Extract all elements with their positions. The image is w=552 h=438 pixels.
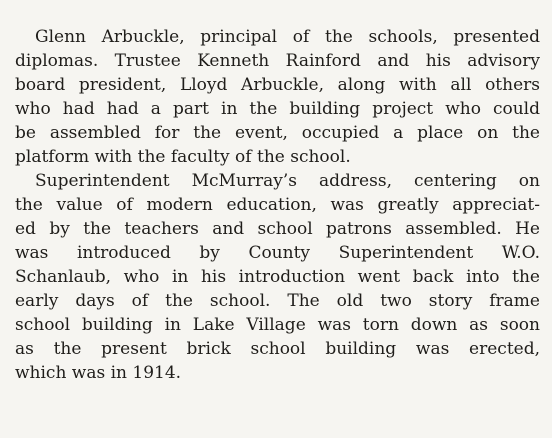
paragraph-1-line-2: diplomas. Trustee Kenneth Rainford and his advisory	[15, 51, 540, 71]
paragraph-1-line-5: be assembled for the event, occupied a place on the	[15, 123, 540, 143]
paragraph-1-line-4: who had had a part in the building project who could	[15, 99, 540, 119]
paragraph-2-line-2: the value of modern education, was greatly appreciat-	[15, 195, 540, 215]
paragraph-2-line-8: as the present brick school building was erected,	[15, 339, 540, 359]
paragraph-1-line-1: Glenn Arbuckle, principal of the schools, presented	[35, 27, 540, 47]
paragraph-2-line-3: ed by the teachers and school patrons assembled. He	[15, 219, 540, 239]
paragraph-2-line-4: was introduced by County Superintendent W.O.	[15, 243, 540, 263]
paragraph-2-line-9: which was in 1914.	[15, 363, 182, 383]
paragraph-2-line-1: Superintendent McMurray’s address, centering on	[35, 171, 540, 191]
paragraph-2-line-6: early days of the school. The old two story frame	[15, 291, 540, 311]
paragraph-1-line-6: platform with the faculty of the school.	[15, 147, 351, 167]
paragraph-2-line-7: school building in Lake Village was torn down as soon	[15, 315, 540, 335]
paragraph-1-line-3: board president, Lloyd Arbuckle, along with all others	[15, 75, 540, 95]
paragraph-2-line-5: Schanlaub, who in his introduction went back into the	[15, 267, 540, 287]
